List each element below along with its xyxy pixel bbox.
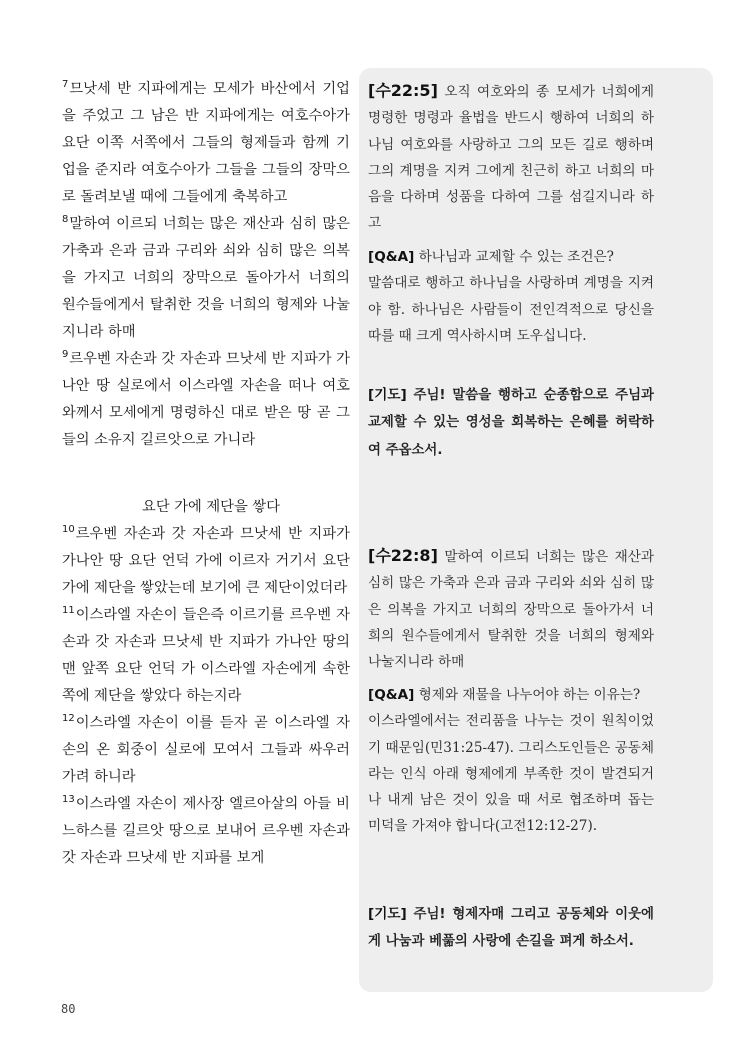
- qa-question: 하나님과 교제할 수 있는 조건은?: [414, 249, 614, 265]
- prayer-tag: [기도]: [368, 387, 407, 403]
- verse-number: 9: [62, 349, 69, 360]
- note-text: 오직 여호와의 종 모세가 너희에게 명령한 명령과 율법을 반드시 행하여 너희의 하나님 여호와를 사랑하고 그의 모든 길로 행하며 그의 계명을 지켜 그에게 친근히 하고 너희의 마음을 다하며 성품을 다하여 그를 섬길지니라 하고: [368, 84, 654, 232]
- note-text: 말하여 이르되 너희는 많은 재산과 심히 많은 가축과 은과 금과 구리와 쇠와 심히 많은 의복을 가지고 너희의 장막으로 돌아가서 너희의 원수들에게서 탈취한 것을 너희의 형제와 나눌지니라 하매: [368, 549, 654, 671]
- note-22-5: [368, 78, 654, 237]
- qa-answer: 말씀대로 행하고 하나님을 사랑하며 계명을 지켜야 함. 하나님은 사람들이 전인격적으로 당신을 따를 때 크게 역사하시며 도우십니다.: [368, 275, 654, 344]
- verse-9: [62, 346, 350, 454]
- verse-number: 12: [62, 713, 75, 724]
- verse-number: 7: [62, 79, 69, 90]
- verse-11: [62, 602, 350, 710]
- prayer-tag: [기도]: [368, 906, 407, 922]
- note-ref: [수22:5]: [368, 81, 438, 100]
- verse-text: 말하여 이르되 너희는 많은 재산과 심히 많은 가축과 은과 금과 구리와 쇠와 심히 많은 의복을 가지고 너희의 장막으로 돌아가서 너희의 원수들에게서 탈취한 것을 너희의 형제와 나눌지니라 하매: [62, 216, 350, 340]
- verse-text: 르우벤 자손과 갓 자손과 므낫세 반 지파가 가나안 땅 실로에서 이스라엘 자손을 떠나 여호와께서 모세에게 명령하신 대로 받은 땅 곧 그들의 소유지 길르앗으로 가니라: [62, 351, 350, 448]
- verse-8: [62, 211, 350, 346]
- verse-12: [62, 710, 350, 791]
- qa-2: [368, 682, 654, 840]
- verse-number: 10: [62, 524, 75, 535]
- prayer-1: [368, 382, 654, 464]
- verse-10: [62, 521, 350, 602]
- qa-1: [368, 244, 654, 349]
- scripture-column: [62, 76, 350, 872]
- verse-text: 므낫세 반 지파에게는 모세가 바산에서 기업을 주었고 그 남은 반 지파에게는 여호수아가 요단 이쪽 서쪽에서 그들의 형제들과 함께 기업을 준지라 여호수아가 그들을 그들의 장막으로 돌려보낼 때에 그들에게 축복하고: [62, 81, 350, 205]
- verse-text: 이스라엘 자손이 이를 듣자 곧 이스라엘 자손의 온 회중이 실로에 모여서 그들과 싸우러 가려 하니라: [62, 715, 350, 785]
- verse-13: [62, 791, 350, 872]
- qa-question: 형제와 재물을 나누어야 하는 이유는?: [414, 687, 641, 703]
- prayer-text: 주님! 말씀을 행하고 순종함으로 주님과 교제할 수 있는 영성을 회복하는 은혜를 허락하여 주옵소서.: [368, 388, 654, 458]
- section-heading: 요단 가에 제단을 쌓다: [142, 499, 280, 515]
- prayer-2: [368, 901, 654, 956]
- verse-text: 이스라엘 자손이 들은즉 이르기를 르우벤 자손과 갓 자손과 므낫세 반 지파가 가나안 땅의 맨 앞쪽 요단 언덕 가 이스라엘 자손에게 속한 쪽에 제단을 쌓았다 하는지라: [62, 607, 350, 704]
- prayer-text: 주님! 형제자매 그리고 공동체와 이웃에게 나눔과 베풂의 사랑에 손길을 펴게 하소서.: [368, 907, 654, 950]
- verse-text: 르우벤 자손과 갓 자손과 므낫세 반 지파가 가나안 땅 요단 언덕 가에 이르자 거기서 요단 가에 제단을 쌓았는데 보기에 큰 제단이었더라: [62, 526, 350, 596]
- note-22-8: [368, 543, 654, 675]
- section-spacer: [62, 454, 350, 494]
- qa-tag: [Q&A]: [368, 687, 415, 703]
- page-number: 80: [61, 1002, 76, 1016]
- note-ref: [수22:8]: [368, 546, 438, 565]
- verse-7: [62, 76, 350, 211]
- verse-number: 11: [62, 605, 75, 616]
- verse-number: 13: [62, 794, 75, 805]
- qa-answer: 이스라엘에서는 전리품을 나누는 것이 원칙이었기 때문임(민31:25-47). 그리스도인들은 공동체라는 인식 아래 형제에게 부족한 것이 발견되거나 내게 남은 것이 있을 때 서로 협조하며 돕는 미덕을 가져야 합니다(고전12:12-27).: [368, 713, 654, 835]
- verse-text: 이스라엘 자손이 제사장 엘르아살의 아들 비느하스를 길르앗 땅으로 보내어 르우벤 자손과 갓 자손과 므낫세 반 지파를 보게: [62, 796, 350, 866]
- qa-tag: [Q&A]: [368, 249, 415, 265]
- verse-number: 8: [62, 214, 69, 225]
- commentary-panel: [359, 68, 713, 992]
